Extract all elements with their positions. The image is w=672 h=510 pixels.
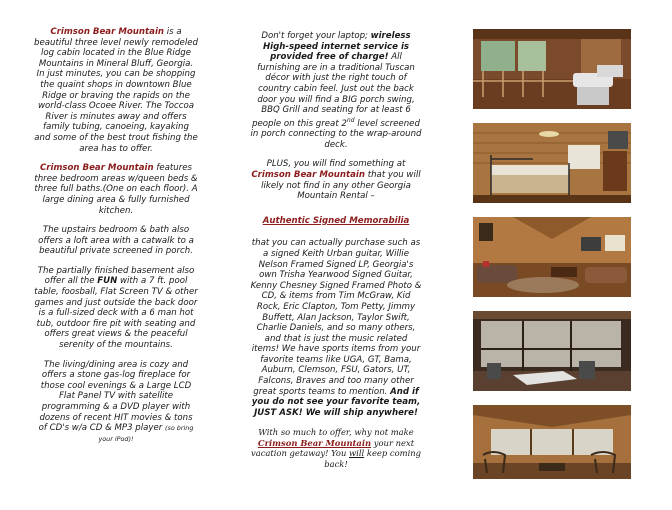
cabin-name: Crimson Bear Mountain [50,27,165,37]
photo-screened-porch [473,311,631,391]
basement-paragraph: The partially finished basement also offer all the FUN with a 7 ft. pool table, foosball, Flat Screen TV & other games and just outside the back door is a full-sized deck with a 6 man hot tub, outdoor fire pit with seating and offers great views & the peaceful serenity of the mountains. [34,265,198,351]
photo-porch-chairs [473,405,631,479]
photo-deck-grill [473,29,631,109]
plus-paragraph: PLUS, you will find something at Crimson Bear Mountain that you will likely not find in any other Georgia Mountain Rental – [251,159,421,202]
intro-paragraph: Crimson Bear Mountain is a beautiful three level newly remodeled log cabin located in the Blue Ridge Mountains in Mineral Bluff, Georgia. In just minutes, you can be shopping the quaint shops in downtown Blue Ridge or braving the rapids on the world-class Ocoee River. The Toccoa River is minutes away and offers family tubing, canoeing, kayaking and some of the best trout fishing the area has to offer. [34,27,198,154]
closing-paragraph: With so much to offer, why not make Crimson Bear Mountain your next vacation getaway! You will keep coming back! [250,427,422,469]
cabin-name: Crimson Bear Mountain [251,169,365,180]
wifi-paragraph: Don't forget your laptop; wireless High-speed internet service is provided free of charge! All furnishing are in a traditional Tuscan décor with just the right touch of country cabin feel. Just out the back door you will find a BIG porch swing, BBQ Grill and seating for at least 6 people on this great 2nd level screened in porch connecting to the wrap-around deck. [250,31,422,150]
upstairs-paragraph: The upstairs bedroom & bath also offers a loft area with a catwalk to a beautiful private screened in porch. [38,225,194,257]
living-area-paragraph: The living/dining area is cozy and offers a stone gas-log fireplace for those cool evenings & a Large LCD Flat Panel TV with satellite programming & a DVD player with dozens of recent HIT movies & tons of CD's w/a CD & MP3 player (so bring your iPod)! [38,359,194,443]
middle-text-column [250,31,422,478]
bedrooms-paragraph: Crimson Bear Mountain features three bedroom areas w/queen beds & three full baths.(One on each floor). A large dining area & fully furnished kitchen. [34,163,198,216]
photo-column [473,29,631,493]
photo-living-room [473,217,631,297]
photo-bedroom [473,123,631,203]
memorabilia-paragraph: that you can actually purchase such as a signed Keith Urban guitar, Willie Nelson Framed Signed LP, Georgia's own Trisha Yearwood Signed Guitar, Kenny Chesney Signed Framed Photo & CD, & items from Tim McGraw, Kid Rock, Eric Clapton, Tom Petty, Jimmy Buffett, Alan Jackson, Taylor Swift, Charlie Daniels, and so many others, and that is just the music related items! We have sports items from your favorite teams like UGA, GT, Bama, Auburn, Clemson, FSU, Gators, UT, Falcons, Braves and too many other great sports teams to mention. And if you do not see your favorite team, JUST ASK! We will ship anywhere! [250,238,422,418]
cabin-name: Crimson Bear Mountain [39,163,154,174]
left-text-column [34,27,198,453]
memorabilia-heading: Authentic Signed Memorabilia [262,215,410,226]
cabin-name: Crimson Bear Mountain [257,437,372,448]
